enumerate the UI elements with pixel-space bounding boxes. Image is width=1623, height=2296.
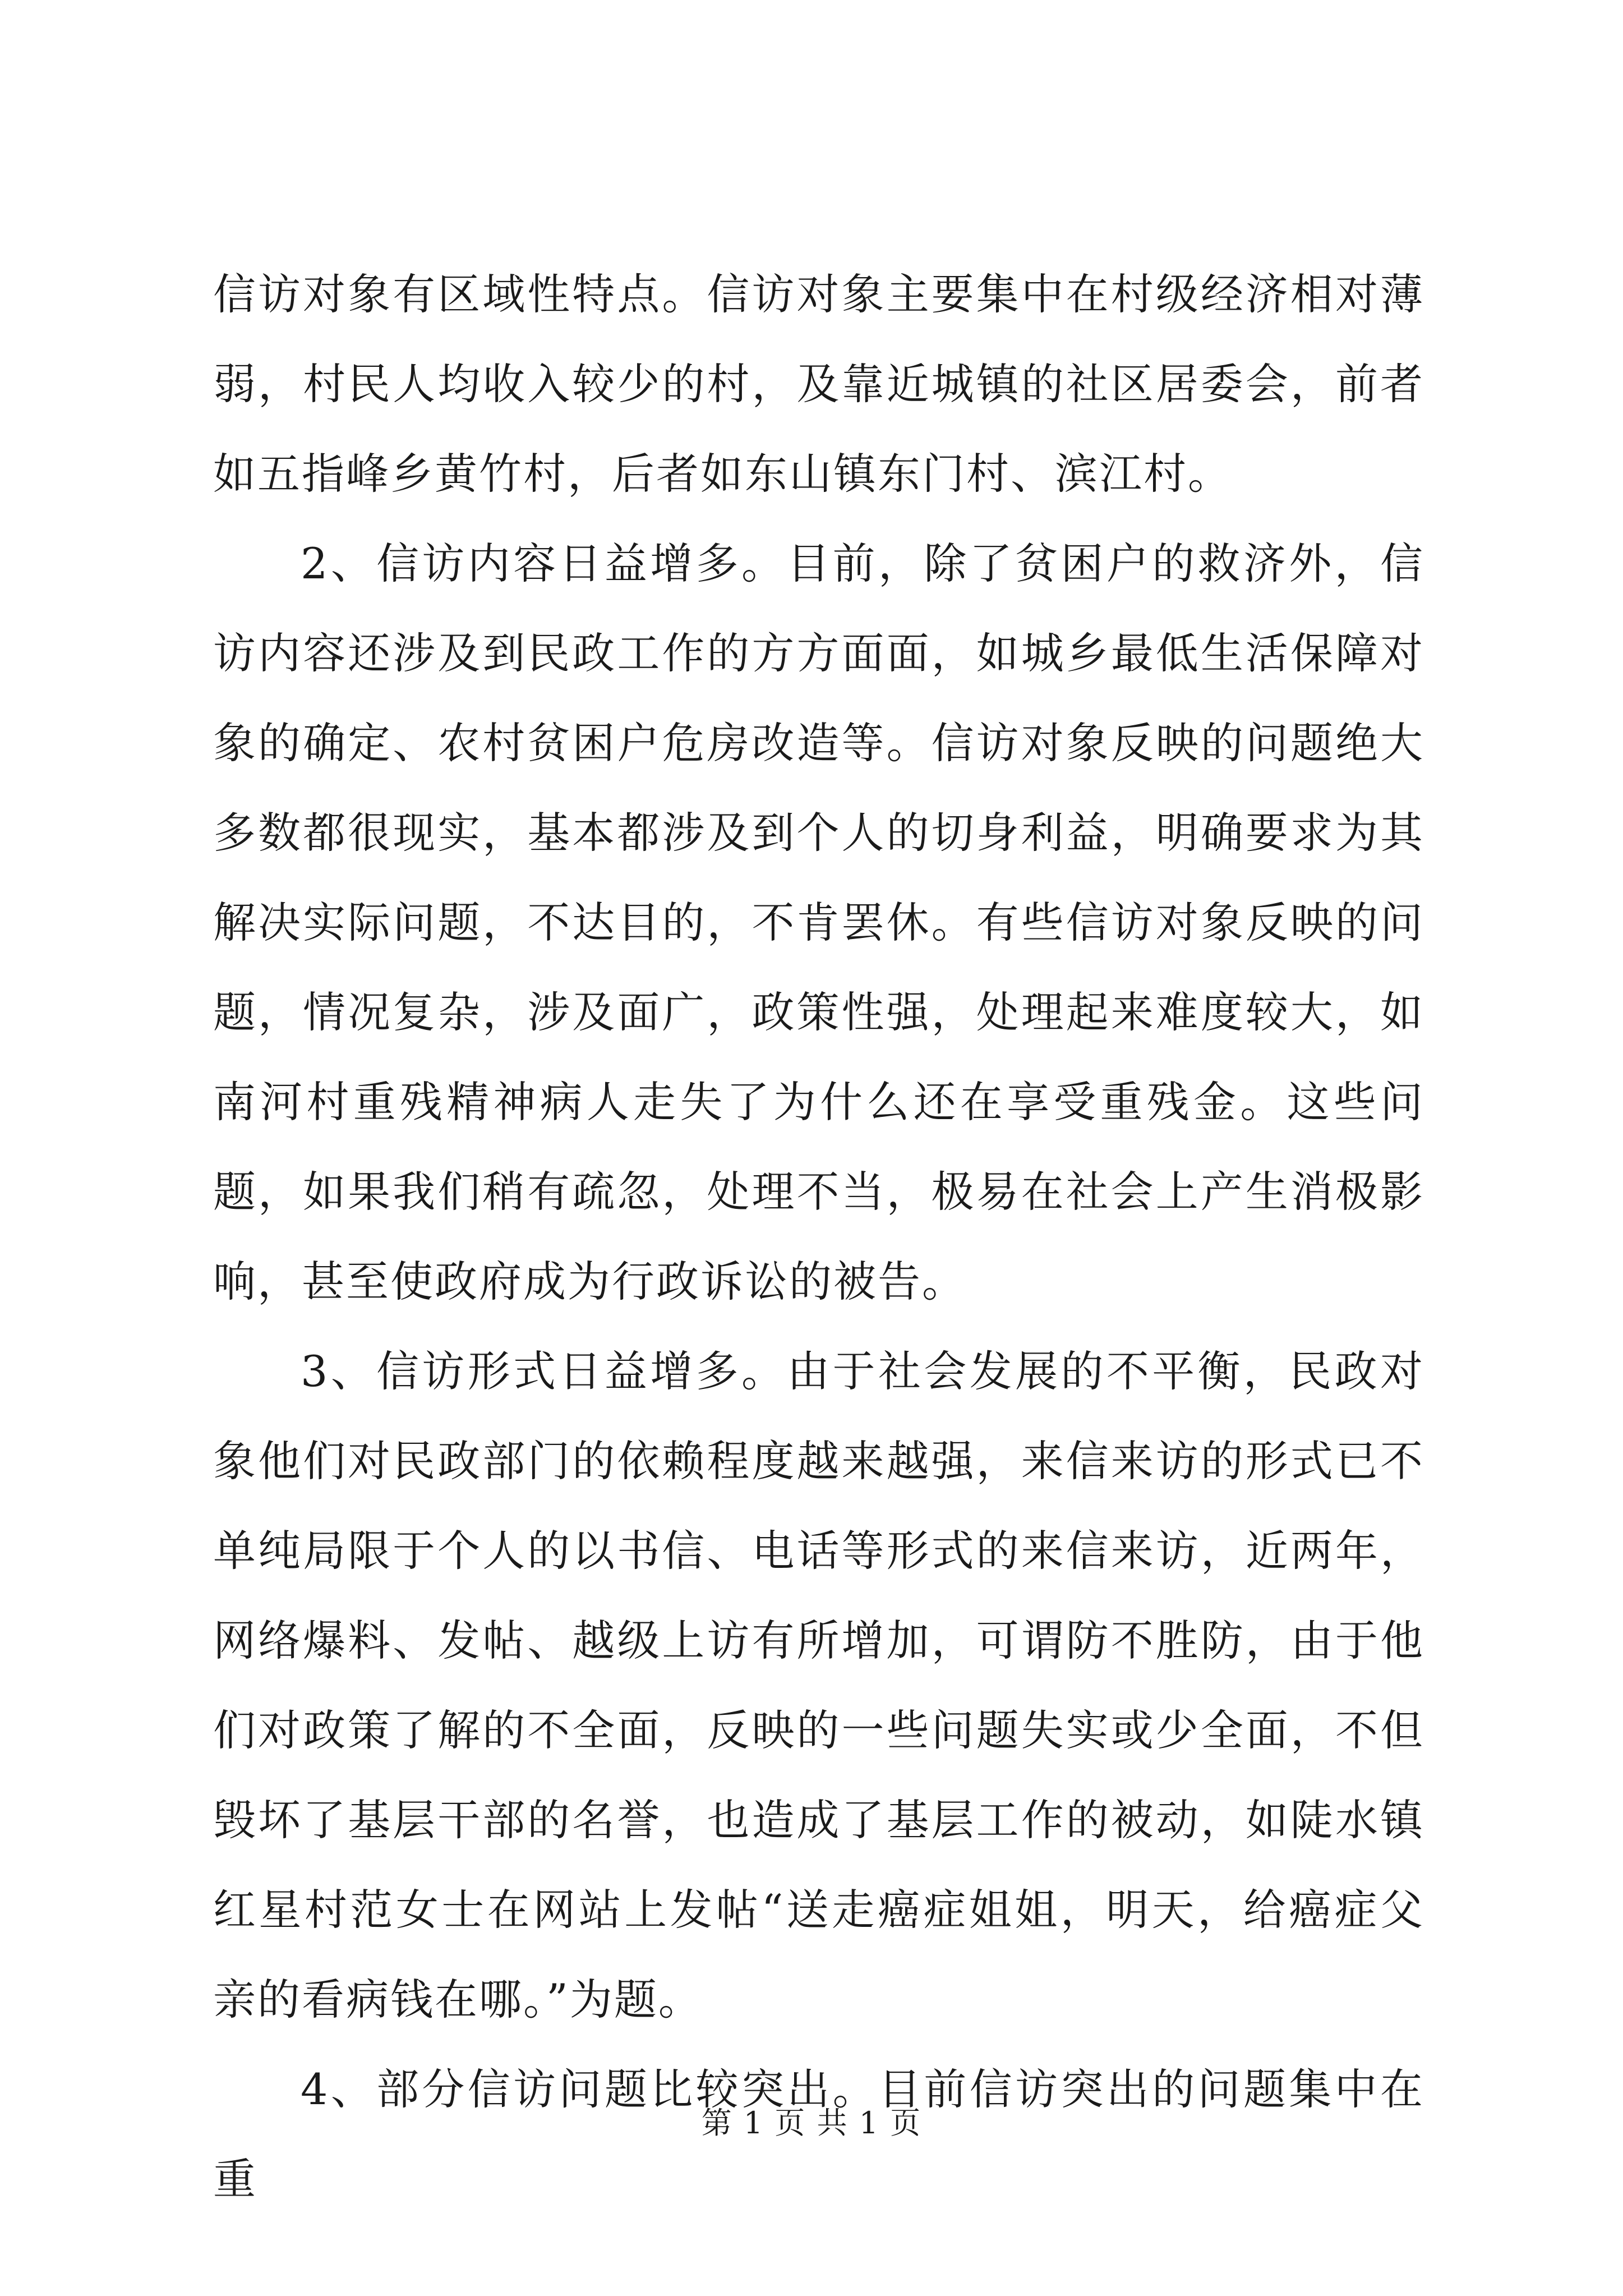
paragraph-region-characteristics: 信访对象有区域性特点。信访对象主要集中在村级经济相对薄弱，村民人均收入较少的村，及靠近城镇的社区居委会，前者如五指峰乡黄竹村，后者如东山镇东门村、滨江村。 [213,269,1424,499]
paragraph-prominent-issues: 4、部分信访问题比较突出。目前信访突出的问题集中在重 [213,2064,1424,2204]
document-body [213,250,1424,2224]
paragraph-content-increase: 2、信访内容日益增多。目前，除了贫困户的救济外，信访内容还涉及到民政工作的方方面面，如城乡最低生活保障对象的确定、农村贫困户危房改造等。信访对象反映的问题绝大多数都很现实，基本都涉及到个人的切身利益，明确要求为其解决实际问题，不达目的，不肯罢休。有些信访对象反映的问题，情况复杂，涉及面广，政策性强，处理起来难度较大，如南河村重残精神病人走失了为什么还在享受重残金。这些问题，如果我们稍有疏忽，处理不当，极易在社会上产生消极影响，甚至使政府成为行政诉讼的被告。 [213,539,1424,1306]
page-number-footer: 第 1 页 共 1 页 [701,2105,922,2141]
paragraph-form-increase: 3、信访形式日益增多。由于社会发展的不平衡，民政对象他们对民政部门的依赖程度越来越强，来信来访的形式已不单纯局限于个人的以书信、电话等形式的来信来访，近两年，网络爆料、发帖、越级上访有所增加，可谓防不胜防，由于他们对政策了解的不全面，反映的一些问题失实或少全面，不但毁坏了基层干部的名誉，也造成了基层工作的被动，如陡水镇红星村范女士在网站上发帖“送走癌症姐姐，明天，给癌症父亲的看病钱在哪。”为题。 [213,1346,1424,2024]
